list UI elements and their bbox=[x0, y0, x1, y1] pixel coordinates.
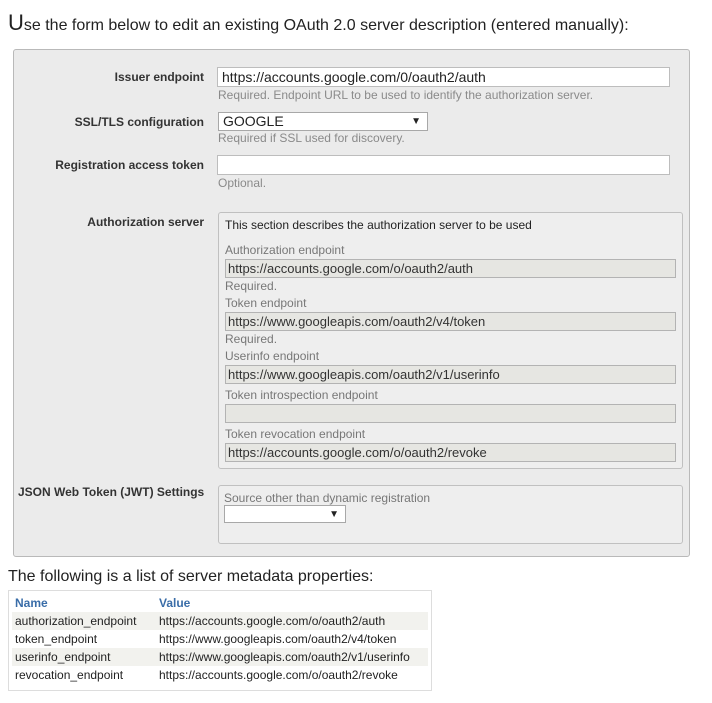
registration-token-hint: Optional. bbox=[218, 176, 267, 190]
token-endpoint-hint: Required. bbox=[225, 332, 278, 346]
column-header-value: Value bbox=[159, 596, 191, 610]
page-intro bbox=[8, 10, 629, 36]
userinfo-endpoint-label: Userinfo endpoint bbox=[225, 349, 320, 363]
authorization-endpoint-hint: Required. bbox=[225, 279, 278, 293]
token-endpoint-field[interactable]: https://www.googleapis.com/oauth2/v4/token bbox=[225, 312, 676, 331]
table-row bbox=[12, 630, 428, 648]
column-header-name: Name bbox=[15, 596, 48, 610]
introspection-endpoint-field[interactable] bbox=[225, 404, 676, 423]
table-row bbox=[12, 612, 428, 630]
registration-token-label: Registration access token bbox=[55, 158, 204, 172]
row-name: revocation_endpoint bbox=[15, 668, 124, 682]
server-form-panel bbox=[13, 49, 690, 557]
row-value: https://accounts.google.com/o/oauth2/auth bbox=[159, 614, 386, 628]
row-name: userinfo_endpoint bbox=[15, 650, 111, 664]
authorization-endpoint-label: Authorization endpoint bbox=[225, 243, 345, 257]
registration-token-input[interactable] bbox=[217, 155, 670, 175]
metadata-table bbox=[8, 590, 432, 691]
intro-first-letter: U bbox=[8, 10, 24, 35]
authorization-server-label: Authorization server bbox=[87, 215, 204, 229]
authorization-endpoint-field[interactable]: https://accounts.google.com/o/oauth2/auth bbox=[225, 259, 676, 278]
chevron-down-icon: ▼ bbox=[329, 509, 339, 520]
ssl-tls-hint: Required if SSL used for discovery. bbox=[218, 131, 405, 145]
revocation-endpoint-label: Token revocation endpoint bbox=[225, 427, 366, 441]
metadata-heading: The following is a list of server metadata properties: bbox=[8, 568, 374, 585]
revocation-endpoint-field[interactable]: https://accounts.google.com/o/oauth2/revoke bbox=[225, 443, 676, 462]
authorization-server-fieldset bbox=[218, 212, 683, 469]
issuer-endpoint-label: Issuer endpoint bbox=[114, 70, 204, 84]
ssl-tls-select[interactable] bbox=[218, 112, 428, 131]
ssl-tls-selected-value: GOOGLE bbox=[223, 113, 284, 129]
chevron-down-icon: ▼ bbox=[411, 116, 421, 127]
jwt-settings-label: JSON Web Token (JWT) Settings bbox=[18, 485, 205, 499]
jwt-settings-fieldset bbox=[218, 485, 683, 544]
row-value: https://www.googleapis.com/oauth2/v1/userinfo bbox=[159, 650, 410, 664]
issuer-endpoint-input[interactable] bbox=[217, 67, 670, 87]
userinfo-endpoint-field[interactable]: https://www.googleapis.com/oauth2/v1/userinfo bbox=[225, 365, 676, 384]
introspection-endpoint-label: Token introspection endpoint bbox=[225, 388, 378, 402]
token-endpoint-label: Token endpoint bbox=[225, 296, 307, 310]
jwt-source-label: Source other than dynamic registration bbox=[224, 491, 431, 505]
table-row bbox=[12, 666, 428, 684]
ssl-tls-label: SSL/TLS configuration bbox=[74, 115, 204, 129]
row-name: authorization_endpoint bbox=[15, 614, 137, 628]
intro-text: se the form below to edit an existing OAuth 2.0 server description (entered manually): bbox=[23, 17, 629, 34]
row-value: https://www.googleapis.com/oauth2/v4/token bbox=[159, 632, 397, 646]
authorization-server-description: This section describes the authorization server to be used bbox=[225, 218, 532, 232]
row-value: https://accounts.google.com/o/oauth2/revoke bbox=[159, 668, 398, 682]
table-row bbox=[12, 648, 428, 666]
row-name: token_endpoint bbox=[15, 632, 98, 646]
issuer-endpoint-hint: Required. Endpoint URL to be used to identify the authorization server. bbox=[218, 88, 594, 102]
jwt-source-select[interactable] bbox=[224, 505, 346, 523]
